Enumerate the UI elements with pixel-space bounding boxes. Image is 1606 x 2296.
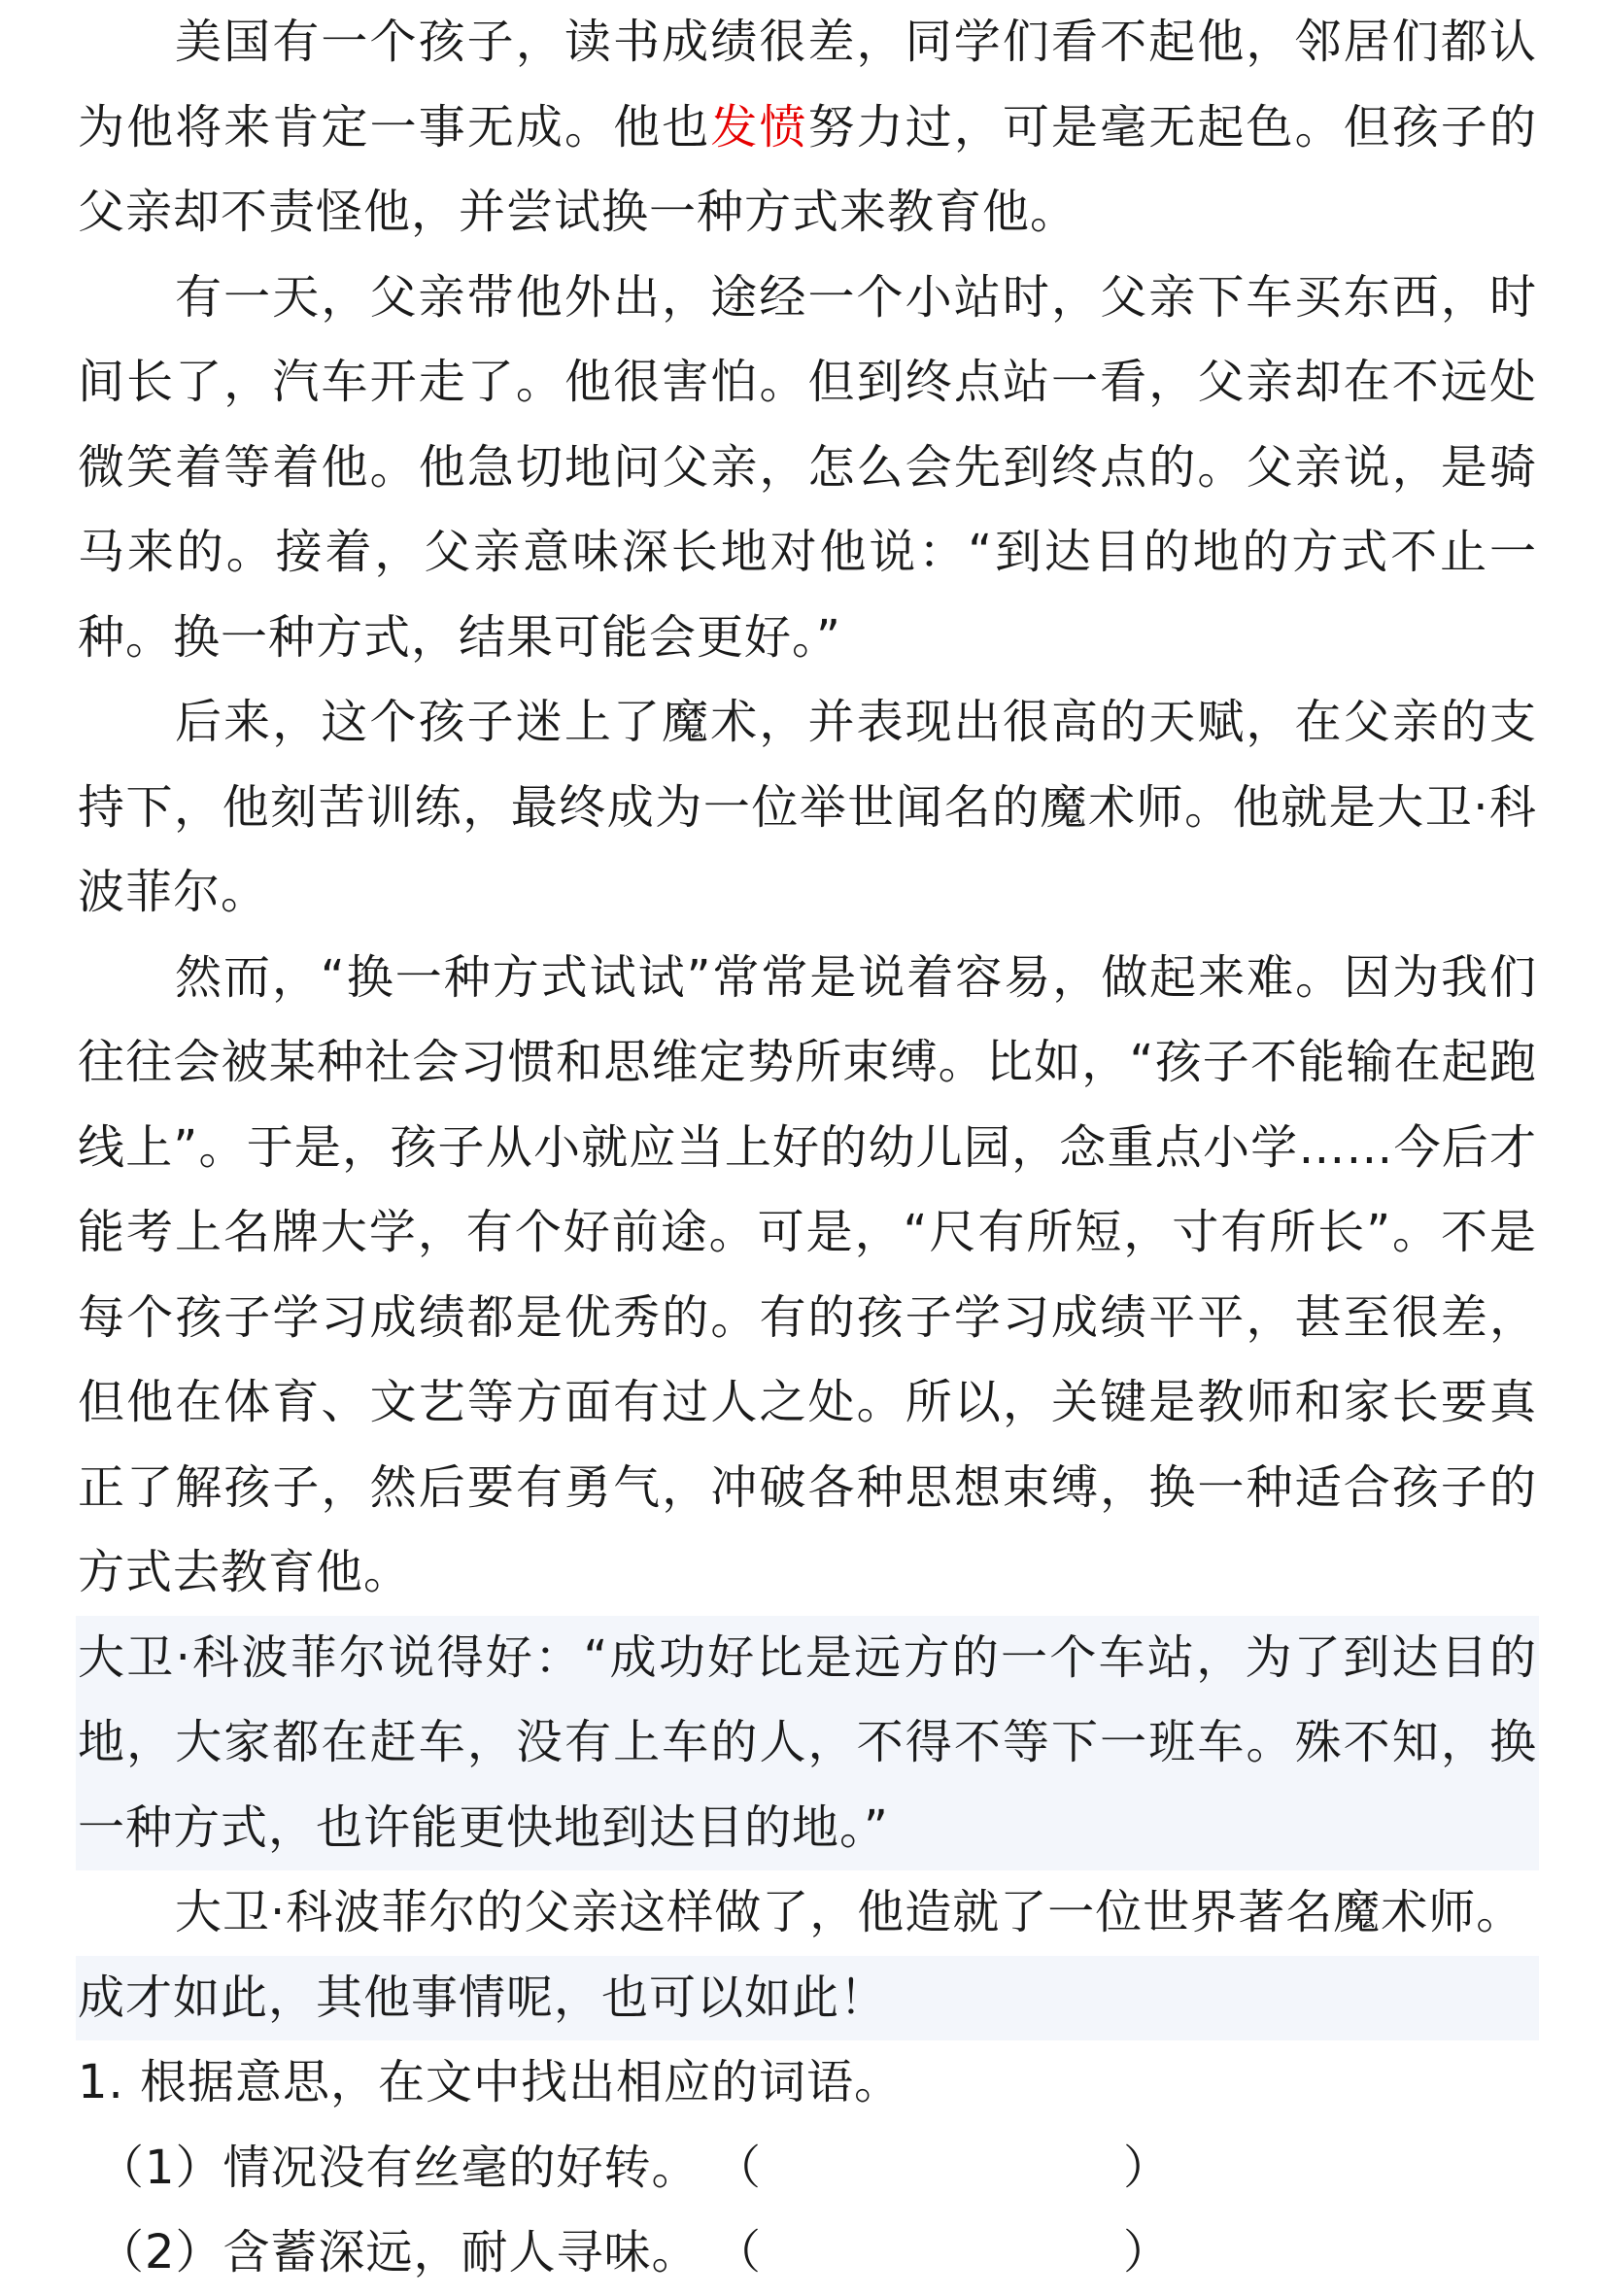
question-1-prompt: 1. 根据意思，在文中找出相应的词语。 [78,2055,903,2109]
answer-blank-2[interactable] [714,2210,1171,2296]
answer-blank-2-close: ） [1122,2225,1171,2279]
answer-blank-1-open: （ [714,2140,763,2195]
paragraph-3: 后来，这个孩子迷上了魔术，并表现出很高的天赋，在父亲的支持下，他刻苦训练，最终成为一位举世闻名的魔术师。他就是大卫·科波菲尔。 [78,695,1537,919]
paragraph-1 [78,0,1537,256]
answer-blank-1[interactable] [714,2126,1171,2211]
question-1-item-1-label: （1）情况没有丝毫的好转。 [97,2140,700,2195]
paragraph-5-quote: 大卫·科波菲尔说得好：“成功好比是远方的一个车站，为了到达目的地，大家都在赶车，没有上车的人，不得不等下一班车。殊不知，换一种方式，也许能更快地到达目的地。” [76,1616,1539,1871]
reading-passage [78,0,1537,2296]
question-1-item-2 [78,2210,1537,2296]
highlighted-word: 发愤 [710,99,808,154]
paragraph-2: 有一天，父亲带他外出，途经一个小站时，父亲下车买东西，时间长了，汽车开走了。他很害怕。但到终点站一看，父亲却在不远处微笑着等着他。他急切地问父亲，怎么会先到终点的。父亲说，是骑马来的。接着，父亲意味深长地对他说：“到达目的地的方式不止一种。换一种方式，结果可能会更好。” [78,269,1537,665]
answer-blank-2-open: （ [714,2225,763,2279]
paragraph-6-line-1: 大卫·科波菲尔的父亲这样做了，他造就了一位世界著名魔术师。 [175,1885,1524,1939]
question-1-item-2-label: （2）含蓄深远，耐人寻味。 [97,2225,700,2279]
question-1-item-1 [78,2126,1537,2211]
paragraph-4: 然而，“换一种方式试试”常常是说着容易，做起来难。因为我们往往会被某种社会习惯和思维定势所束缚。比如，“孩子不能输在起跑线上”。于是，孩子从小就应当上好的幼儿园，念重点小学……今后才能考上名牌大学，有个好前途。可是，“尺有所短，寸有所长”。不是每个孩子学习成绩都是优秀的。有的孩子学习成绩平平，甚至很差，但他在体育、文艺等方面有过人之处。所以，关键是教师和家长要真正了解孩子，然后要有勇气，冲破各种思想束缚，换一种适合孩子的方式去教育他。 [78,949,1537,1599]
paragraph-6-line-2: 成才如此，其他事情呢，也可以如此！ [76,1956,1539,2041]
paragraph-1-text-a: 美国有一个孩子，读书成绩很差，同学们看不起他，邻居们都认为他将来肯定一事无成。他也 [78,15,1537,154]
answer-blank-1-close: ） [1122,2140,1171,2195]
paragraph-1-text-b: 努力过，可是毫无起色。但孩子的父亲却不责怪他，并尝试换一种方式来教育他。 [78,99,1537,239]
